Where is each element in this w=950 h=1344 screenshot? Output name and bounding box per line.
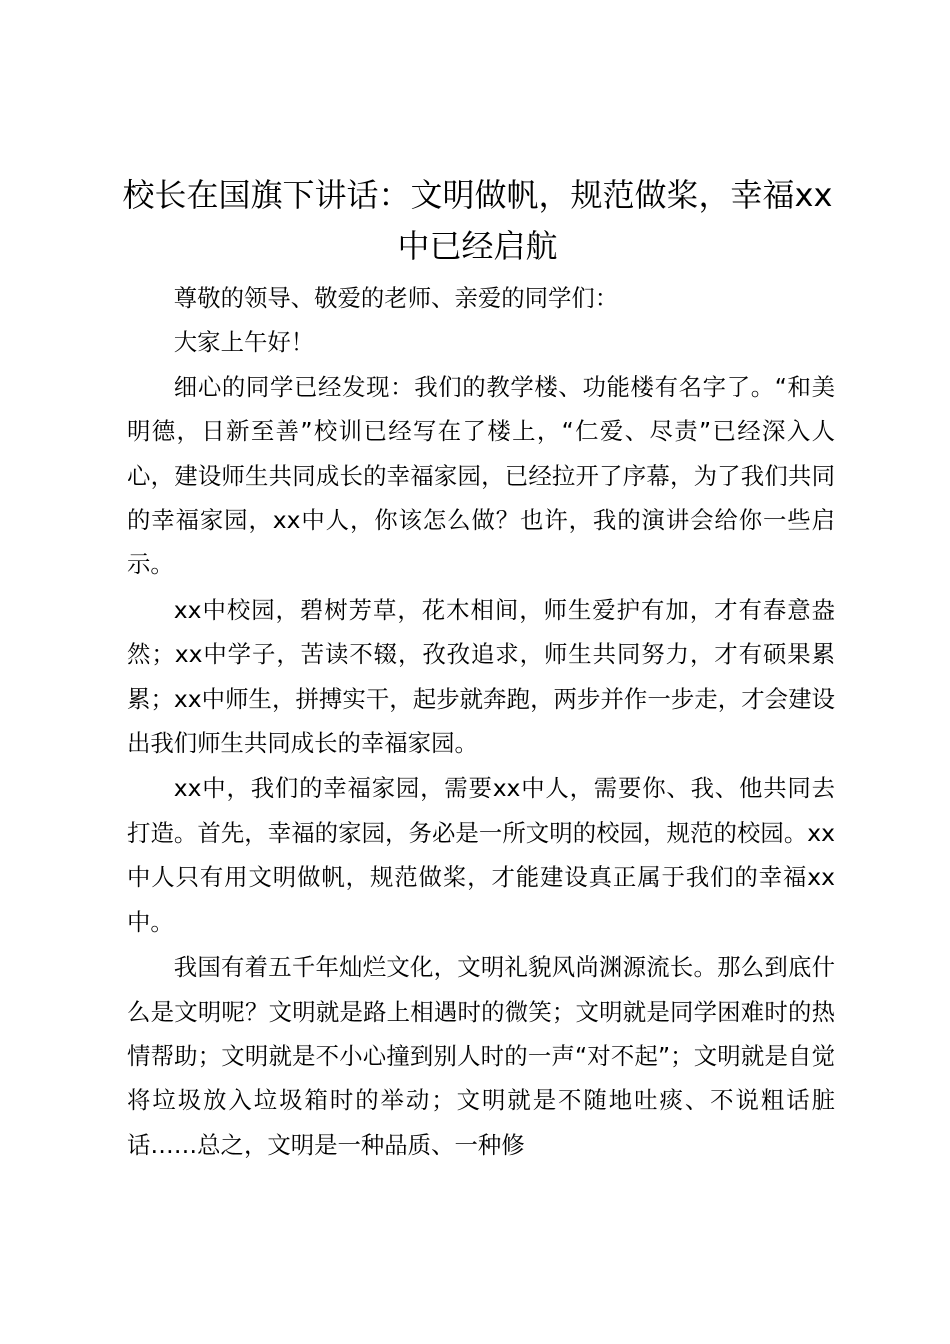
body-paragraph: xx中校园，碧树芳草，花木相间，师生爱护有加，才有春意盎然；xx中学子，苦读不辍，孜孜追求，师生共同努力，才有硕果累累；xx中师生，拼搏实干，起步就奔跑，两步并作一步走，才会建设出我们师生共同成长的幸福家园。 [127, 595, 835, 758]
body-paragraph: 我国有着五千年灿烂文化，文明礼貌风尚渊源流长。那么到底什么是文明呢？文明就是路上相遇时的微笑；文明就是同学困难时的热情帮助；文明就是不小心撞到别人时的一声“对不起”；文明就是自觉将垃圾放入垃圾箱时的举动；文明就是不随地吐痰、不说粗话脏话……总之，文明是一种品质、一种修 [127, 953, 835, 1159]
greeting-paragraph: 大家上午好！ [173, 328, 315, 357]
body-paragraph: 细心的同学已经发现：我们的教学楼、功能楼有名字了。“和美明德，日新至善”校训已经写在了楼上，“仁爱、尽责”已经深入人心，建设师生共同成长的幸福家园，已经拉开了序幕，为了我们共同的幸福家园，xx中人，你该怎么做？也许，我的演讲会给你一些启示。 [127, 372, 835, 579]
salutation-paragraph: 尊敬的领导、敬爱的老师、亲爱的同学们： [173, 284, 619, 312]
document-title: 校长在国旗下讲话：文明做帆，规范做桨，幸福xx中已经启航 [122, 176, 833, 265]
document-body [127, 276, 835, 1167]
body-paragraph: xx中，我们的幸福家园，需要xx中人，需要你、我、他共同去打造。首先，幸福的家园，务必是一所文明的校园，规范的校园。xx中人只有用文明做帆，规范做桨，才能建设真正属于我们的幸福xx中。 [127, 774, 835, 936]
